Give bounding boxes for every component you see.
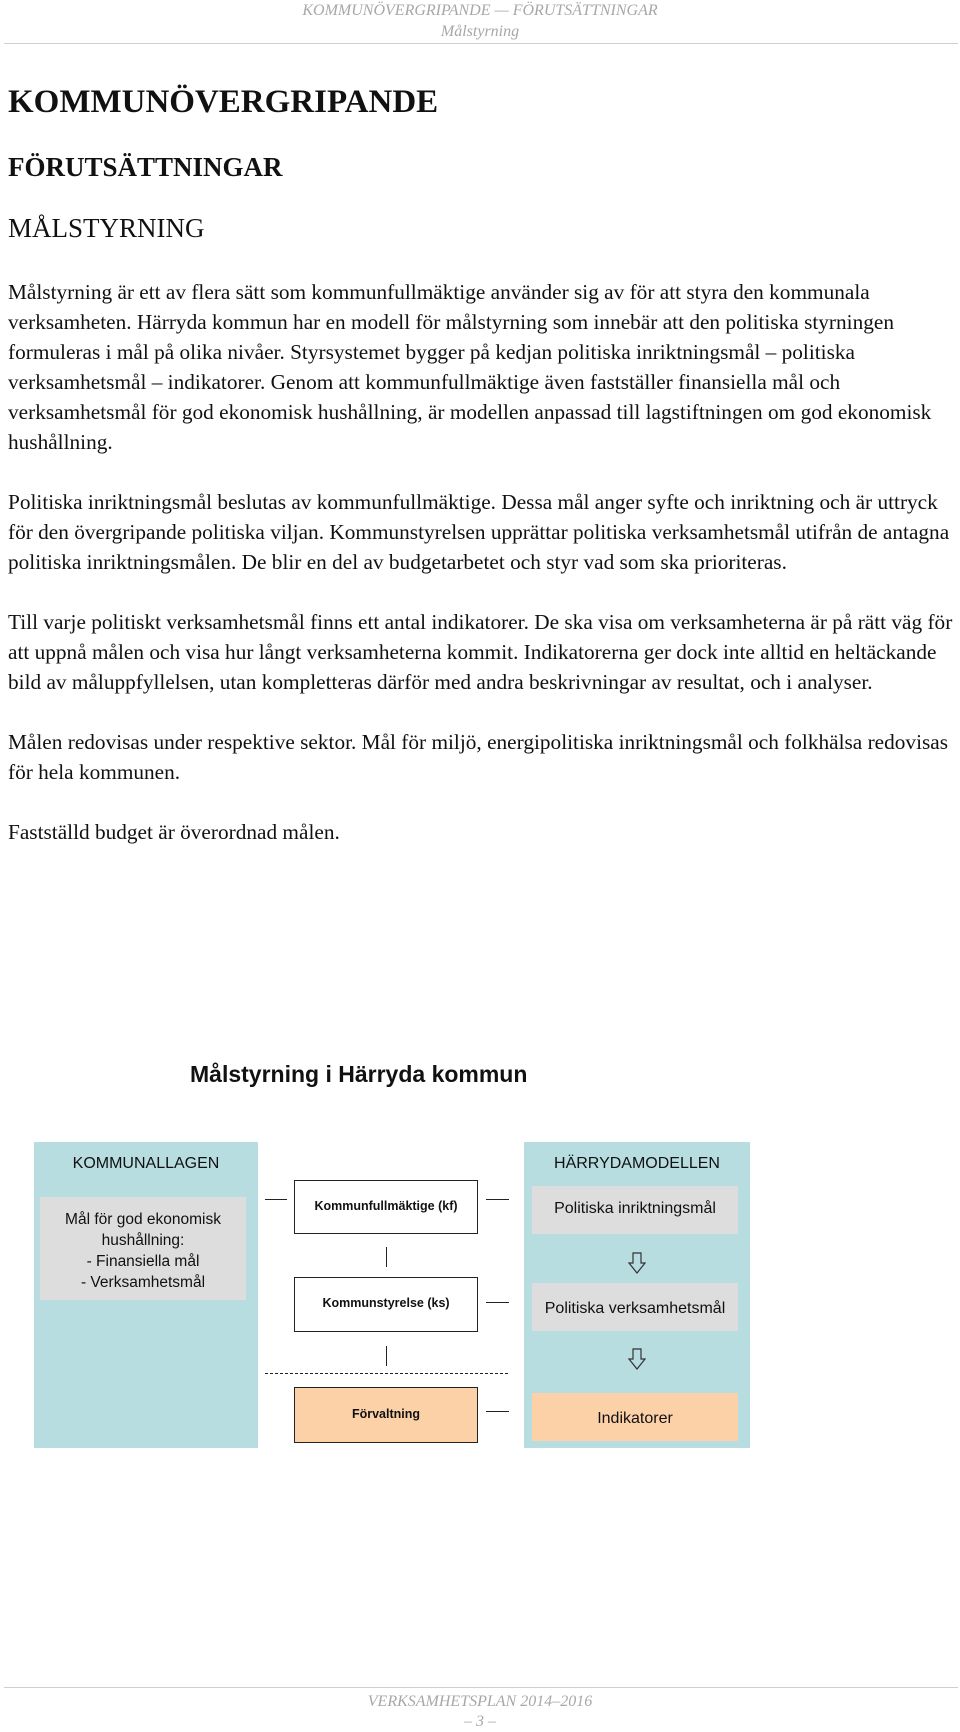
- arrow-down-icon: [628, 1348, 646, 1370]
- connector-line: [486, 1302, 509, 1303]
- main-heading: KOMMUNÖVERGRIPANDE: [8, 84, 439, 120]
- arrow-down-icon: [628, 1252, 646, 1274]
- harrydamodellen-label: HÄRRYDAMODELLEN: [554, 1155, 720, 1172]
- running-header-subsection-text: FÖRUTSÄTTNINGAR: [512, 2, 658, 19]
- running-header: [0, 0, 960, 42]
- section-heading: MÅLSTYRNING: [8, 213, 205, 243]
- connector-line: [386, 1346, 387, 1366]
- kommunstyrelse-box: Kommunstyrelse (ks): [294, 1277, 478, 1332]
- forvaltning-box: Förvaltning: [294, 1387, 478, 1443]
- running-header-topic: Målstyrning: [440, 23, 520, 40]
- kommunfullmaktige-box: Kommunfullmäktige (kf): [294, 1180, 478, 1234]
- body-text: [8, 277, 956, 877]
- connector-line: [486, 1411, 509, 1412]
- paragraph-5: Fastställd budget är överordnad målen.: [8, 820, 340, 844]
- economic-goals-line-3: - Finansiella mål: [86, 1253, 200, 1270]
- connector-line: [265, 1199, 287, 1200]
- running-footer: [0, 1692, 960, 1732]
- running-header-dash: —: [494, 2, 509, 19]
- political-direction-goals-box: Politiska inriktningsmål: [532, 1186, 738, 1234]
- economic-goals-line-1: Mål för god ekonomisk: [65, 1211, 221, 1228]
- paragraph-2: Politiska inriktningsmål beslutas av kommunfullmäktige. Dessa mål anger syfte och inriktning och är uttryck för den övergripande politiska viljan. Kommunstyrelsen upprättar politiska verksamhetsmål utifrån de antagna politiska inriktningsmålen. De blir en del av budgetarbetet och styr vad som ska prioriteras.: [8, 490, 950, 574]
- paragraph-1: Målstyrning är ett av flera sätt som kommunfullmäktige använder sig av för att styra den kommunala verksamheten. Härryda kommun har en modell för målstyrning som innebär att den politiska styrningen formuleras i mål på olika nivåer. Styrsystemet bygger på kedjan politiska inriktningsmål – politiska verksamhetsmål – indikatorer. Genom att kommunfullmäktige även fastställer finansiella mål och verksamhetsmål för god ekonomisk hushållning, är modellen anpassad till lagstiftningen om god ekonomisk hushållning.: [8, 280, 932, 454]
- footer-plan: VERKSAMHETSPLAN 2014–2016: [367, 1693, 593, 1710]
- paragraph-4: Målen redovisas under respektive sektor. Mål för miljö, energipolitiska inriktningsmål och folkhälsa redovisas för hela kommunen.: [8, 730, 949, 784]
- economic-goals-box: [40, 1197, 246, 1300]
- paragraph-3: Till varje politiskt verksamhetsmål finns ett antal indikatorer. De ska visa om verksamheterna är på rätt väg för att uppnå målen och visa hur långt verksamheterna kommit. Indikatorerna ger dock inte alltid en heltäckande bild av måluppfyllelsen, utan kompletteras därför med andra beskrivningar av resultat, och i analyser.: [8, 610, 953, 694]
- political-operational-goals-box: Politiska verksamhetsmål: [532, 1283, 738, 1331]
- economic-goals-line-2: hushållning:: [101, 1232, 185, 1249]
- diagram-title: Målstyrning i Härryda kommun: [190, 1061, 528, 1087]
- running-header-section: [0, 0, 960, 21]
- sub-heading: FÖRUTSÄTTNINGAR: [8, 152, 283, 182]
- connector-line: [386, 1247, 387, 1267]
- dashed-divider: [265, 1373, 508, 1374]
- header-divider: [4, 43, 958, 44]
- economic-goals-line-4: - Verksamhetsmål: [80, 1274, 206, 1291]
- indicators-box: Indikatorer: [532, 1393, 738, 1441]
- running-header-section-text: KOMMUNÖVERGRIPANDE: [302, 2, 491, 19]
- connector-line: [486, 1199, 509, 1200]
- footer-divider: [4, 1687, 958, 1688]
- kommunallagen-label: KOMMUNALLAGEN: [72, 1155, 220, 1172]
- page-number: – 3 –: [464, 1713, 496, 1730]
